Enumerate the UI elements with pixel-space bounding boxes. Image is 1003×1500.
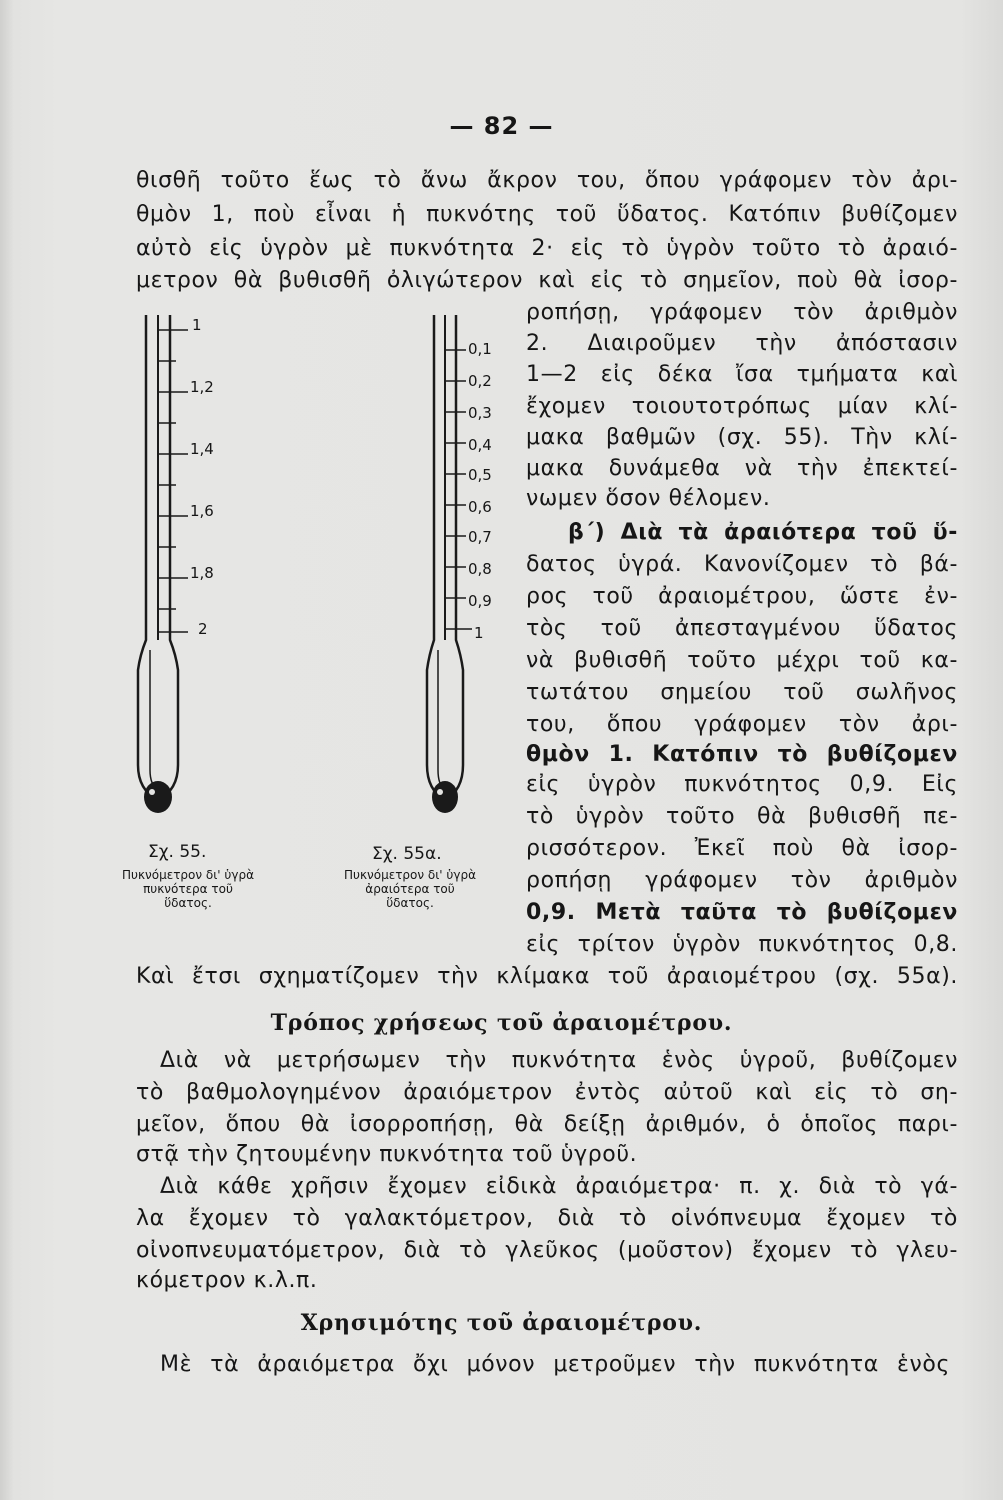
text-line: Μὲ τὰ ἀραιόμετρα ὄχι μόνον μετροῦμεν τὴν πυκνότητα ἑνὸς — [160, 1352, 950, 1377]
text-line: 0,9. Μετὰ ταῦτα τὸ βυθίζομεν — [526, 900, 958, 925]
text-line: κόμετρον κ.λ.π. — [136, 1268, 318, 1293]
text-line: τὸ βαθμολογημένον ἀραιόμετρον ἐντὸς αὐτοῦ καὶ εἰς τὸ ση- — [136, 1080, 958, 1105]
scale-label: 1,4 — [190, 440, 214, 458]
text-line: μακα βαθμῶν (σχ. 55). Τὴν κλί- — [526, 425, 958, 450]
text-line: β΄) Διὰ τὰ ἀραιότερα τοῦ ὕ- — [568, 520, 958, 545]
text-line: οἰνοπνευματόμετρον, διὰ τὸ γλεῦκος (μοῦστον) ἔχομεν τὸ γλευ- — [136, 1238, 958, 1263]
hydrometer-figure-55 — [120, 310, 240, 830]
text-line: αὐτὸ εἰς ὑγρὸν μὲ πυκνότητα 2· εἰς τὸ ὑγρὸν τοῦτο τὸ ἀραιό- — [136, 236, 958, 261]
text-line: λα ἔχομεν τὸ γαλακτόμετρον, διὰ τὸ οἰνόπνευμα ἔχομεν τὸ — [136, 1206, 958, 1231]
scale-label: 0,3 — [468, 404, 492, 422]
scale-label: 0,5 — [468, 466, 492, 484]
text-line: δατος ὑγρά. Κανονίζομεν τὸ βά- — [526, 552, 958, 577]
text-line: ἔχομεν τοιουτοτρόπως μίαν κλί- — [526, 394, 958, 419]
scale-label: 1,2 — [190, 378, 214, 396]
scale-label: 1,6 — [190, 502, 214, 520]
text-line: τὸ ὑγρὸν τοῦτο θὰ βυθισθῆ πε- — [526, 804, 958, 829]
text-line: μακα δυνάμεθα νὰ τὴν ἐπεκτεί- — [526, 456, 958, 481]
figure-caption-text: Πυκνόμετρον δι' ὑγρὰ ἀραιότερα τοῦ ὕδατος. — [344, 868, 476, 910]
text-line: νωμεν ὅσον θέλομεν. — [526, 486, 771, 511]
scale-label: 0,6 — [468, 498, 492, 516]
text-line: Καὶ ἔτσι σχηματίζομεν τὴν κλίμακα τοῦ ἀραιομέτρου (σχ. 55α). — [136, 964, 958, 989]
text-line: στᾷ τὴν ζητουμένην πυκνότητα τοῦ ὑγροῦ. — [136, 1142, 638, 1167]
scale-label: 0,7 — [468, 528, 492, 546]
text-line: μετρον θὰ βυθισθῆ ὀλιγώτερον καὶ εἰς τὸ σημεῖον, ποὺ θὰ ἰσορ- — [136, 268, 958, 293]
text-line: 1—2 εἰς δέκα ἴσα τμήματα καὶ — [526, 362, 958, 387]
text-line: τὸς τοῦ ἀπεσταγμένου ὕδατος — [526, 616, 958, 641]
text-line: θμὸν 1. Κατόπιν τὸ βυθίζομεν — [526, 742, 958, 767]
text-line: μεῖον, ὅπου θὰ ἰσορροπήσῃ, θὰ δείξῃ ἀριθμόν, ὁ ὁποῖος παρι- — [136, 1112, 958, 1137]
text-line: Διὰ νὰ μετρήσωμεν τὴν πυκνότητα ἑνὸς ὑγροῦ, βυθίζομεν — [160, 1048, 958, 1073]
scale-label: 1 — [192, 316, 202, 334]
figure-caption-title: Σχ. 55α. — [372, 844, 442, 864]
text-line: ρος τοῦ ἀραιομέτρου, ὥστε ἐν- — [526, 584, 958, 609]
scale-label: 1,8 — [190, 564, 214, 582]
page-number: — 82 — — [449, 112, 554, 140]
scale-label: 0,1 — [468, 340, 492, 358]
scale-label: 0,8 — [468, 560, 492, 578]
text-line: εἰς ὑγρὸν πυκνότητος 0,9. Εἰς — [526, 772, 958, 797]
section-heading: Χρησιμότης τοῦ ἀραιομέτρου. — [300, 1310, 703, 1336]
scale-label: 2 — [198, 620, 208, 638]
text-line: του, ὅπου γράφομεν τὸν ἀρι- — [526, 712, 958, 737]
text-line: εἰς τρίτον ὑγρὸν πυκνότητος 0,8. — [526, 932, 958, 957]
text-line: νὰ βυθισθῆ τοῦτο μέχρι τοῦ κα- — [526, 648, 958, 673]
figure-caption-text: Πυκνόμετρον δι' ὑγρὰ πυκνότερα τοῦ ὕδατος. — [122, 868, 254, 910]
text-line: Διὰ κάθε χρῆσιν ἔχομεν εἰδικὰ ἀραιόμετρα· π. χ. διὰ τὸ γά- — [160, 1174, 958, 1199]
text-line: θμὸν 1, ποὺ εἶναι ἡ πυκνότης τοῦ ὕδατος. Κατόπιν βυθίζομεν — [136, 202, 958, 227]
text-line: ρισσότερον. Ἐκεῖ ποὺ θὰ ἰσορ- — [526, 836, 958, 861]
scale-label: 0,2 — [468, 372, 492, 390]
scale-label: 0,9 — [468, 592, 492, 610]
text-line: θισθῆ τοῦτο ἕως τὸ ἄνω ἄκρον του, ὅπου γράφομεν τὸν ἀρι- — [136, 168, 958, 193]
text-line: τωτάτου σημείου τοῦ σωλῆνος — [526, 680, 958, 705]
text-line: ροπήσῃ γράφομεν τὸν ἀριθμὸν — [526, 868, 958, 893]
scale-label: 0,4 — [468, 436, 492, 454]
figure-caption-title: Σχ. 55. — [148, 842, 207, 862]
text-line: ροπήσῃ, γράφομεν τὸν ἀριθμὸν — [526, 300, 958, 325]
scale-label: 1 — [474, 624, 484, 642]
text-line: 2. Διαιροῦμεν τὴν ἀπόστασιν — [526, 331, 958, 356]
section-heading: Τρόπος χρήσεως τοῦ ἀραιομέτρου. — [270, 1010, 733, 1036]
